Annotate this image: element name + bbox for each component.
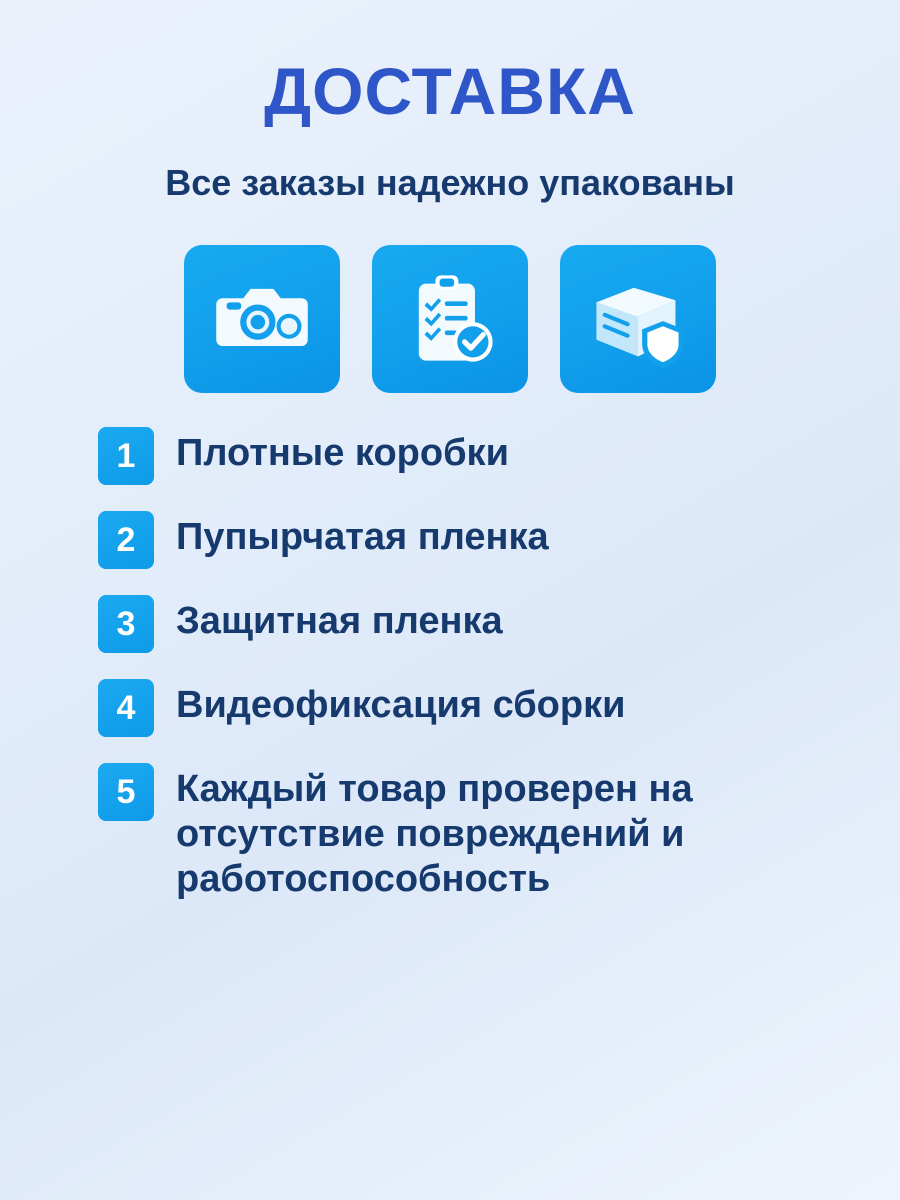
icon-tile-box-shield — [560, 245, 716, 393]
page-title: ДОСТАВКА — [264, 54, 636, 128]
feature-list — [0, 427, 900, 901]
list-item — [98, 511, 860, 569]
list-item — [98, 595, 860, 653]
list-item-label: Защитная пленка — [176, 600, 503, 643]
icon-tile-camera — [184, 245, 340, 393]
icon-tile-clipboard — [372, 245, 528, 393]
list-item — [98, 427, 860, 485]
list-item-label: Видеофиксация сборки — [176, 684, 626, 727]
list-item-number: 4 — [98, 679, 154, 737]
list-item-label: Пупырчатая пленка — [176, 516, 549, 559]
camera-icon — [210, 267, 314, 371]
list-item-number: 5 — [98, 763, 154, 821]
list-item-number: 2 — [98, 511, 154, 569]
box-shield-icon — [586, 267, 690, 371]
list-item-number: 3 — [98, 595, 154, 653]
list-item-label: Плотные коробки — [176, 432, 509, 475]
list-item-number: 1 — [98, 427, 154, 485]
page-subtitle: Все заказы надежно упакованы — [165, 162, 735, 203]
list-item-label: Каждый товар проверен на отсутствие повреждений и работоспособность — [176, 768, 693, 901]
list-item — [98, 763, 860, 901]
icon-row — [184, 245, 716, 393]
list-item — [98, 679, 860, 737]
clipboard-check-icon — [398, 267, 502, 371]
